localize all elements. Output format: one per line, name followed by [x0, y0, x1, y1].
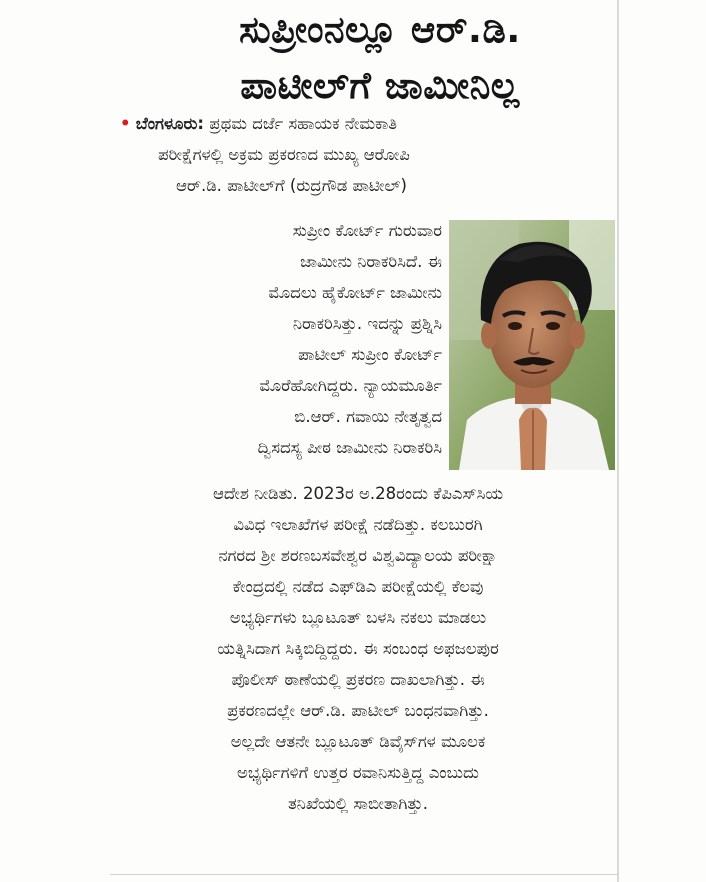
- article-line: ವಿವಿಧ ಇಲಾಖೆಗಳ ಪರೀಕ್ಷೆ ನಡೆದಿತ್ತು. ಕಲಬುರಗಿ: [233, 515, 483, 534]
- dateline-place: ಬೆಂಗಳೂರು:: [135, 114, 205, 133]
- article-line: ಯತ್ನಿಸಿದಾಗ ಸಿಕ್ಕಿಬಿದ್ದಿದ್ದರು. ಈ ಸಂಬಂಧ ಅಫಜಲಪುರ: [217, 639, 499, 658]
- headline: [150, 2, 610, 114]
- article-line: [120, 108, 410, 139]
- article-line: ಮೊದಲು ಹೈಕೋರ್ಟ್ ಜಾಮೀನು: [268, 283, 442, 302]
- article-line: ಅಭ್ಯರ್ಥಿಗಳು ಬ್ಲೂಟೂತ್ ಬಳಸಿ ನಕಲು ಮಾಡಲು: [229, 608, 487, 627]
- article-line: ಸುಪ್ರೀಂ ಕೋರ್ಟ್ ಗುರುವಾರ: [292, 221, 442, 240]
- article-line: ಪೊಲೀಸ್ ಠಾಣೆಯಲ್ಲಿ ಪ್ರಕರಣ ದಾಖಲಾಗಿತ್ತು. ಈ: [231, 670, 485, 689]
- article-line: ಜಾಮೀನು ನಿರಾಕರಿಸಿದೆ. ಈ: [300, 252, 442, 271]
- article-line: ಆರ್.ಡಿ. ಪಾಟೀಲ್‌ಗೆ (ರುದ್ರಗೌಡ ಪಾಟೀಲ್): [176, 176, 407, 195]
- article-line: ಮೊರೆಹೋಗಿದ್ದರು. ನ್ಯಾಯಮೂರ್ತಿ: [259, 376, 442, 395]
- article-line: ನಗರದ ಶ್ರೀ ಶರಣಬಸವೇಶ್ವರ ವಿಶ್ವವಿದ್ಯಾಲಯ ಪರೀಕ್ಷಾ: [218, 546, 498, 565]
- article-line: ಆದೇಶ ನೀಡಿತು. 2023ರ ಅ.28ರಂದು ಕೆಪಿಎಸ್‌ಸಿಯ: [212, 484, 504, 503]
- headline-line-1: ಸುಪ್ರೀಂನಲ್ಲೂ ಆರ್.ಡಿ.: [239, 8, 521, 51]
- article-line: ಪ್ರಕರಣದಲ್ಲೇ ಆರ್.ಡಿ. ಪಾಟೀಲ್ ಬಂಧನವಾಗಿತ್ತು.: [227, 701, 489, 720]
- headline-line-2: ಪಾಟೀಲ್‌ಗೆ ಜಾಮೀನಿಲ್ಲ: [240, 64, 520, 107]
- bottom-rule: [110, 874, 618, 875]
- article-bottom: [118, 478, 598, 819]
- article-line: ನಿರಾಕರಿಸಿತ್ತು. ಇದನ್ನು ಪ್ರಶ್ನಿಸಿ: [292, 314, 442, 333]
- article-line-text: ಪ್ರಥಮ ದರ್ಜೆ ಸಹಾಯಕ ನೇಮಕಾತಿ: [209, 114, 398, 133]
- portrait-photo: [449, 220, 615, 470]
- article-line: ದ್ವಿಸದಸ್ಯ ಪೀಠ ಜಾಮೀನು ನಿರಾಕರಿಸಿ: [257, 438, 442, 457]
- article-line: ಪರೀಕ್ಷೆಗಳಲ್ಲಿ ಅಕ್ರಮ ಪ್ರಕರಣದ ಮುಖ್ಯ ಆರೋಪಿ: [158, 145, 410, 164]
- article-top: [120, 108, 410, 201]
- article-line: ಅಭ್ಯರ್ಥಿಗಳಿಗೆ ಉತ್ತರ ರವಾನಿಸುತ್ತಿದ್ದ ಎಂಬುದು: [237, 763, 479, 782]
- article-line: ತನಿಖೆಯಲ್ಲಿ ಸಾಬೀತಾಗಿತ್ತು.: [287, 794, 429, 813]
- portrait-image: [449, 220, 615, 470]
- article-line: ಬಿ.ಆರ್. ಗವಾಯಿ ನೇತೃತ್ವದ: [294, 407, 442, 426]
- column-rule: [617, 0, 619, 882]
- article-line: ಅಲ್ಲದೇ ಆತನೇ ಬ್ಲೂಟೂತ್ ಡಿವೈಸ್‌ಗಳ ಮೂಲಕ: [230, 732, 486, 751]
- article-beside-photo: [122, 215, 442, 463]
- dateline-bullet: •: [120, 114, 131, 133]
- article-line: ಪಾಟೀಲ್ ಸುಪ್ರೀಂ ಕೋರ್ಟ್: [298, 345, 442, 364]
- article-line: ಕೇಂದ್ರದಲ್ಲಿ ನಡೆದ ಎಫ್‌ಡಿಎ ಪರೀಕ್ಷೆಯಲ್ಲಿ ಕೆಲವು: [232, 577, 484, 596]
